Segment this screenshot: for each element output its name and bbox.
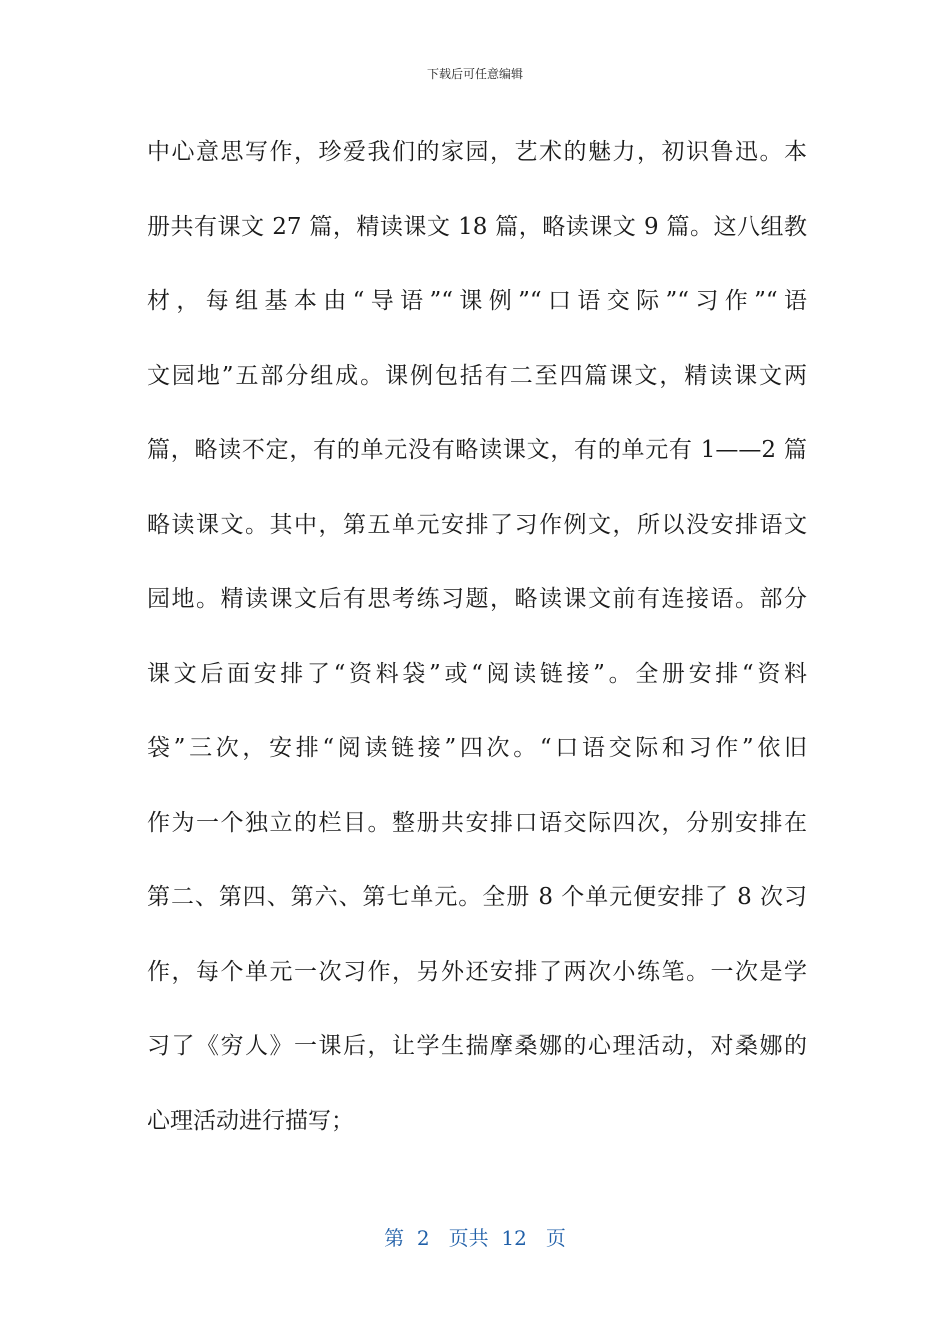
text-line: 作为一个独立的栏目。整册共安排口语交际四次，分别安排在 [147, 809, 807, 836]
text-line: 篇，略读不定，有的单元没有略读课文，有的单元有 1——2 篇 [147, 437, 807, 463]
text-line: 袋”三次，安排“阅读链接”四次。“口语交际和习作”依旧 [147, 735, 807, 761]
text-line: 中心意思写作，珍爱我们的家园，艺术的魅力，初识鲁迅。本 [147, 139, 807, 165]
text-line: 园地。精读课文后有思考练习题，略读课文前有连接语。部分 [147, 586, 807, 612]
document-body [147, 115, 807, 1158]
text-line: 材，每组基本由“导语”“课例”“口语交际”“习作”“语 [147, 288, 807, 314]
text-line: 略读课文。其中，第五单元安排了习作例文，所以没安排语文 [147, 511, 807, 538]
text-line: 文园地”五部分组成。课例包括有二至四篇课文，精读课文两 [147, 362, 807, 389]
text-line: 册共有课文 27 篇，精读课文 18 篇，略读课文 9 篇。这八组教 [147, 213, 807, 240]
text-line: 课文后面安排了“资料袋”或“阅读链接”。全册安排“资料 [147, 660, 807, 687]
text-line-last: 心理活动进行描写； [147, 1107, 354, 1134]
page-number-footer: 第 2 页共 12 页 [384, 1226, 566, 1250]
text-line: 习了《穷人》一课后，让学生揣摩桑娜的心理活动，对桑娜的 [147, 1033, 807, 1059]
text-line: 作，每个单元一次习作，另外还安排了两次小练笔。一次是学 [147, 958, 807, 985]
text-line: 第二、第四、第六、第七单元。全册 8 个单元便安排了 8 次习 [147, 884, 807, 910]
page-header: 下载后可任意编辑 [426, 67, 523, 81]
